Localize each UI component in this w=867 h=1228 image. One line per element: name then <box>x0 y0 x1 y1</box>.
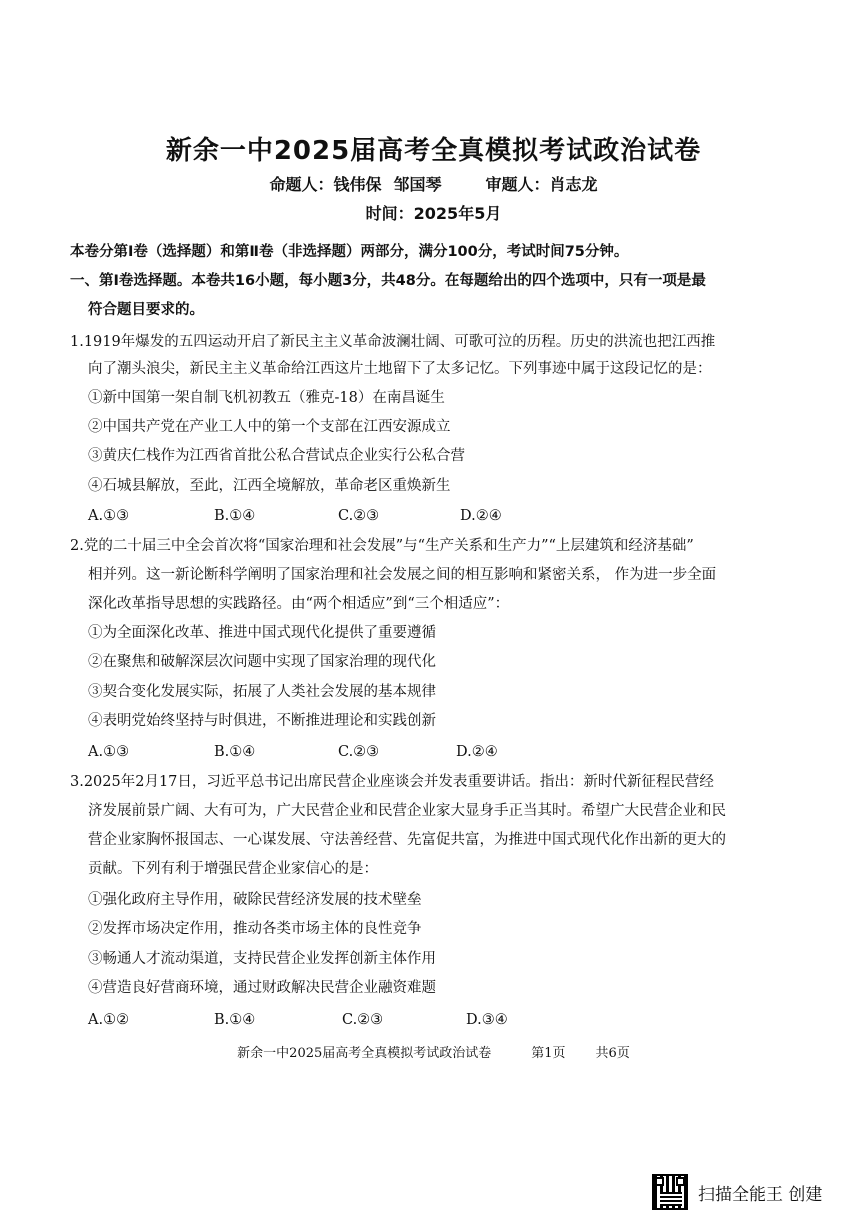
option-c[interactable]: C.②③ <box>338 744 380 760</box>
option-d[interactable]: D.③④ <box>466 1012 508 1028</box>
option-d[interactable]: D.②④ <box>456 744 498 760</box>
setters-label: 命题人： <box>269 175 334 194</box>
question-2-item: ②在聚焦和破解深层次问题中实现了国家治理的现代化 <box>88 654 436 670</box>
option-d[interactable]: D.②④ <box>460 508 502 524</box>
question-3-stem: 3.2025年2月17日，习近平总书记出席民营企业座谈会并发表重要讲话。指出：新时代新征程民营经 <box>70 774 714 790</box>
question-2-stem: 2.党的二十届三中全会首次将“国家治理和社会发展”与“生产关系和生产力”“上层建筑和经济基础” <box>70 538 694 554</box>
reviewer-label: 审题人： <box>485 175 550 194</box>
question-1-options <box>88 502 788 531</box>
question-1-stem: 向了潮头浪尖，新民主主义革命给江西这片土地留下了太多记忆。下列事迹中属于这段记忆的是： <box>88 361 712 377</box>
option-b[interactable]: B.①④ <box>214 508 256 524</box>
scanner-watermark <box>652 1172 852 1212</box>
option-c[interactable]: C.②③ <box>338 508 380 524</box>
option-a[interactable]: A.①② <box>88 1012 130 1028</box>
question-3-item: ③畅通人才流动渠道，支持民营企业发挥创新主体作用 <box>88 951 436 967</box>
question-1-item: ①新中国第一架自制飞机初教五（雅克-18）在南昌诞生 <box>88 390 445 406</box>
question-1-item: ④石城县解放，至此，江西全境解放，革命老区重焕新生 <box>88 478 451 494</box>
question-3-stem: 济发展前景广阔、大有可为，广大民营企业和民营企业家大显身手正当其时。希望广大民营企业和民 <box>88 803 726 819</box>
question-2-item: ④表明党始终坚持与时俱进，不断推进理论和实践创新 <box>88 713 436 729</box>
section-instruction-cont: 符合题目要求的。 <box>88 302 204 318</box>
option-b[interactable]: B.①④ <box>214 1012 256 1028</box>
authors-line <box>0 172 867 195</box>
question-3-item: ②发挥市场决定作用，推动各类市场主体的良性竞争 <box>88 921 422 937</box>
option-a[interactable]: A.①③ <box>88 744 130 760</box>
question-2-stem: 相并列。这一新论断科学阐明了国家治理和社会发展之间的相互影响和紧密关系， 作为进一步全面 <box>88 567 717 583</box>
footer-total-pages: 共6页 <box>595 1046 630 1061</box>
question-2-options <box>88 738 788 767</box>
question-3-item: ④营造良好营商环境，通过财政解决民营企业融资难题 <box>88 980 436 996</box>
question-2-stem: 深化改革指导思想的实践路径。由“两个相适应”到“三个相适应”： <box>88 596 510 612</box>
question-3-stem: 营企业家胸怀报国志、一心谋发展、守法善经营、先富促共富，为推进中国式现代化作出新的更大的 <box>88 832 726 848</box>
question-2-item: ①为全面深化改革、推进中国式现代化提供了重要遵循 <box>88 625 436 641</box>
page-footer <box>0 1042 867 1061</box>
question-1-item: ②中国共产党在产业工人中的第一个支部在江西安源成立 <box>88 419 451 435</box>
setter-name: 邹国琴 <box>393 175 442 194</box>
reviewer-name: 肖志龙 <box>549 175 598 194</box>
setter-name: 钱伟保 <box>333 175 382 194</box>
option-a[interactable]: A.①③ <box>88 508 130 524</box>
question-1-stem: 1.1919年爆发的五四运动开启了新民主主义革命波澜壮阔、可歌可泣的历程。历史的洪流也把江西推 <box>70 334 716 350</box>
question-3-options <box>88 1006 788 1035</box>
question-2-item: ③契合变化发展实际，拓展了人类社会发展的基本规律 <box>88 684 436 700</box>
question-3-item: ①强化政府主导作用，破除民营经济发展的技术壁垒 <box>88 892 422 908</box>
option-b[interactable]: B.①④ <box>214 744 256 760</box>
watermark-text: 扫描全能王 创建 <box>698 1185 823 1205</box>
page-title: 新余一中2025届高考全真模拟考试政治试卷 <box>165 136 702 166</box>
qr-code-icon <box>652 1174 688 1210</box>
footer-page-number: 第1页 <box>531 1046 566 1061</box>
footer-exam-name: 新余一中2025届高考全真模拟考试政治试卷 <box>237 1046 492 1061</box>
option-c[interactable]: C.②③ <box>342 1012 384 1028</box>
exam-date: 时间：2025年5月 <box>365 204 502 223</box>
question-1-item: ③黄庆仁栈作为江西省首批公私合营试点企业实行公私合营 <box>88 448 465 464</box>
section-instruction: 一、第Ⅰ卷选择题。本卷共16小题，每小题3分，共48分。在每题给出的四个选项中，只有一项是最 <box>70 273 706 289</box>
paper-intro: 本卷分第Ⅰ卷（选择题）和第Ⅱ卷（非选择题）两部分，满分100分，考试时间75分钟。 <box>70 244 629 260</box>
question-3-stem: 贡献。下列有利于增强民营企业家信心的是： <box>88 861 378 877</box>
